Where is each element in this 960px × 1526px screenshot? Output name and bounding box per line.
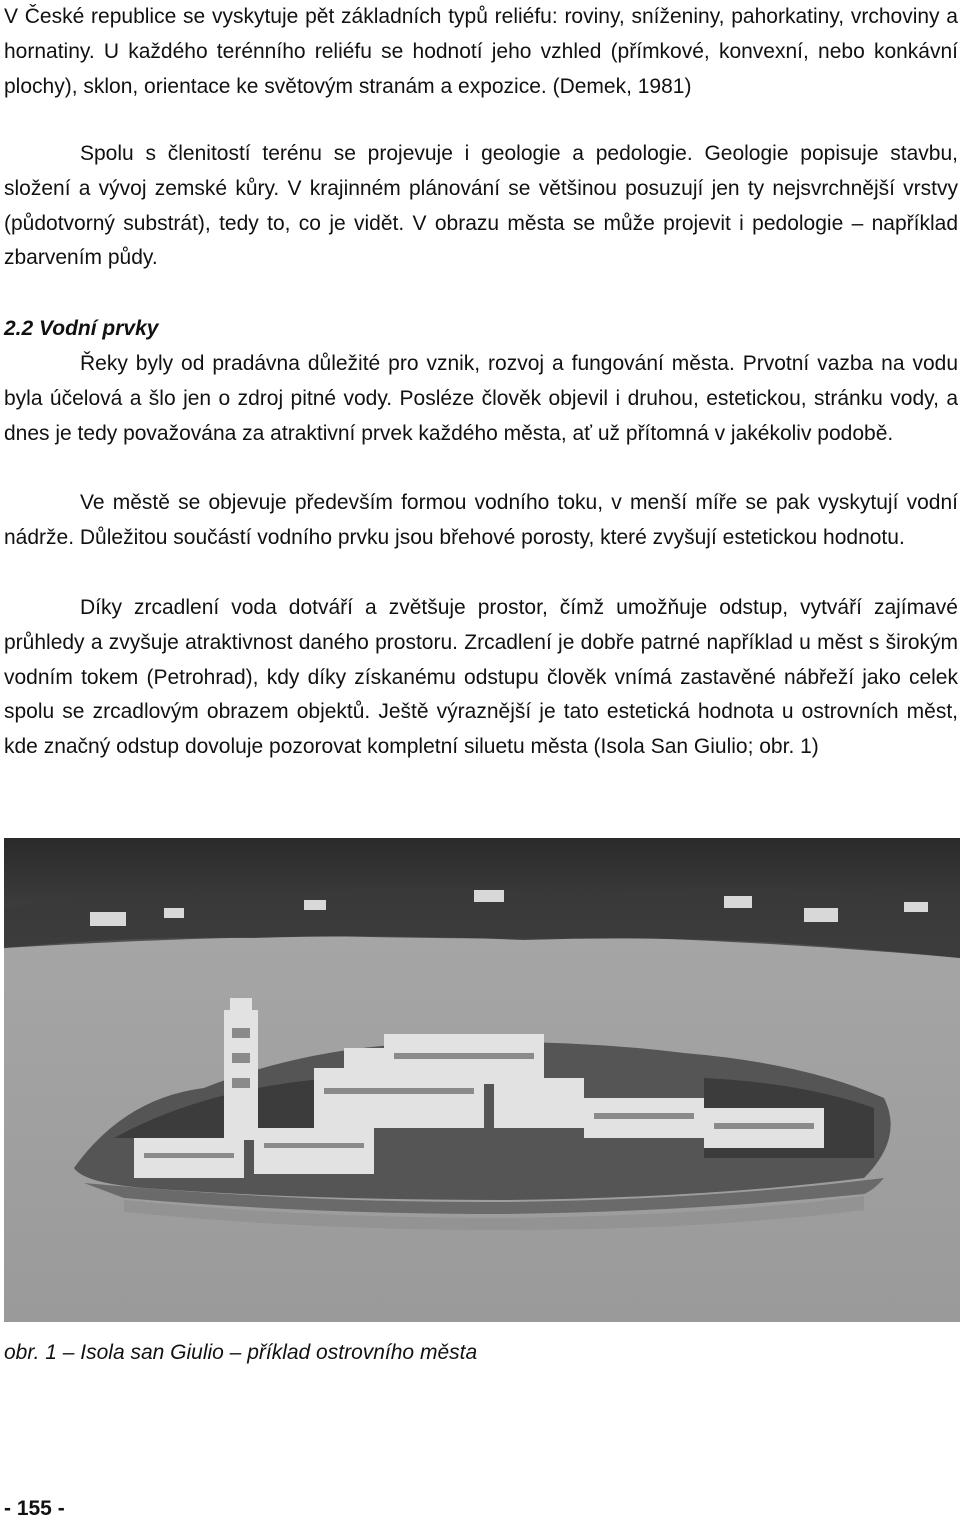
paragraph-relief-types: V České republice se vyskytuje pět základních typů reliéfu: roviny, sníženiny, pahorkatiny, vrchoviny a hornatiny. U každého terénního reliéfu se hodnotí jeho vzhled (přímkové, konvexní, nebo konkávní plochy), sklon, orientace ke světovým stranám a expozice. (Demek, 1981): [4, 5, 958, 98]
section-heading: 2.2 Vodní prvky: [4, 317, 159, 340]
paragraph-rivers: Řeky byly od pradávna důležité pro vznik, rozvoj a fungování města. Prvotní vazba na vodu byla účelová a šlo jen o zdroj pitné vody. Posléze člověk objevil i druhou, estetickou, stránku vody, a dnes je tedy považována za atraktivní prvek každého města, ať už přítomná v jakékoliv podobě.: [4, 352, 958, 445]
island-photo: [4, 838, 960, 1322]
paragraph-reflection: Díky zrcadlení voda dotváří a zvětšuje prostor, čímž umožňuje odstup, vytváří zajímavé průhledy a zvyšuje atraktivnost daného prostoru. Zrcadlení je dobře patrné například u měst s širokým vodním tokem (Petrohrad), kdy díky získanému odstupu člověk vnímá zastavěné nábřeží jako celek spolu se zrcadlovým obrazem objektů. Ještě výraznější je tato estetická hodnota u ostrovních měst, kde značný odstup dovoluje pozorovat kompletní siluetu města (Isola San Giulio; obr. 1): [4, 596, 958, 759]
paragraph-geology: Spolu s členitostí terénu se projevuje i geologie a pedologie. Geologie popisuje stavbu, složení a vývoj zemské kůry. V krajinném plánování se většinou posuzují jen ty nejsvrchnější vrstvy (půdotvorný substrát), tedy to, co je vidět. V obrazu města se může projevit i pedologie – například zbarvením půdy.: [4, 142, 958, 270]
figure-caption: obr. 1 – Isola san Giulio – příklad ostrovního města: [4, 1341, 478, 1364]
paragraph-water-in-city: Ve městě se objevuje především formou vodního toku, v menší míře se pak vyskytují vodní nádrže. Důležitou součástí vodního prvku jsou břehové porosty, které zvyšují estetickou hodnotu.: [4, 491, 958, 549]
page-number: - 155 -: [4, 1497, 65, 1520]
